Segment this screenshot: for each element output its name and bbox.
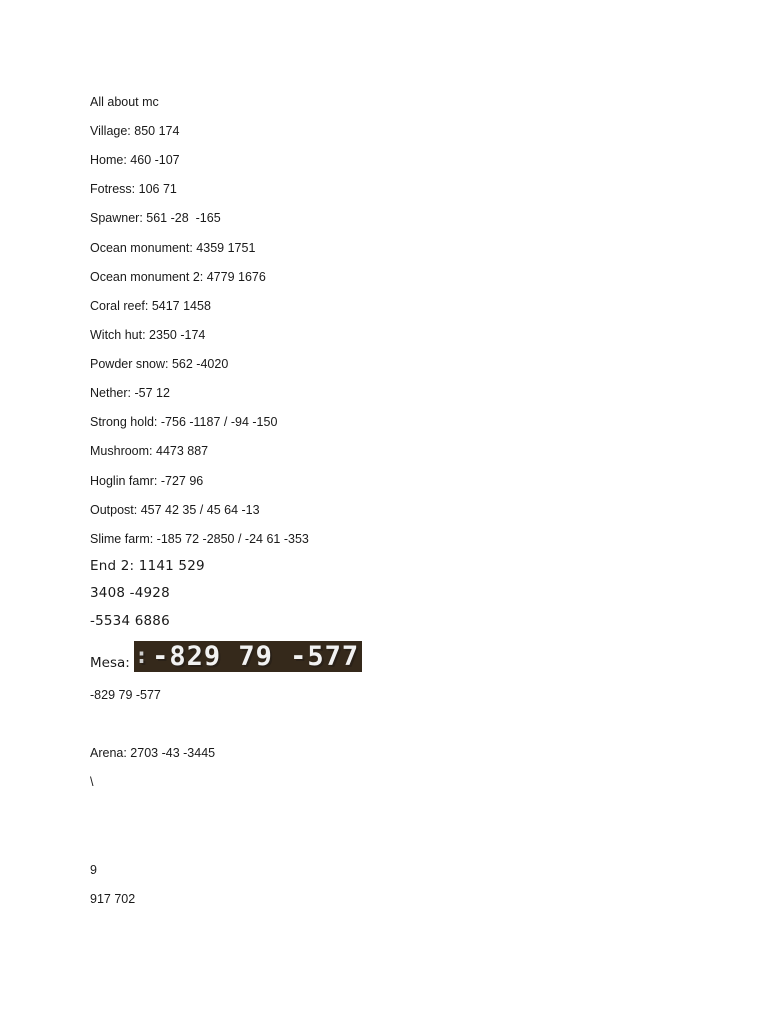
line-end-coords-1: 3408 -4928 [90,585,170,601]
line-end-coords-2: -5534 6886 [90,613,170,629]
screenshot-colon: : [134,644,150,669]
line-ocean-monument: Ocean monument: 4359 1751 [90,241,256,255]
line-end-2: End 2: 1141 529 [90,558,205,574]
mesa-coordinate-screenshot [134,641,362,672]
line-nine: 9 [90,863,97,877]
line-home: Home: 460 -107 [90,153,180,167]
line-ocean-monument-2: Ocean monument 2: 4779 1676 [90,270,266,284]
line-spawner: Spawner: 561 -28 -165 [90,211,221,225]
line-stronghold: Strong hold: -756 -1187 / -94 -150 [90,415,278,429]
line-hoglin-farm: Hoglin famr: -727 96 [90,474,204,488]
line-coral-reef: Coral reef: 5417 1458 [90,299,211,313]
line-backslash: \ [90,775,94,789]
mesa-label: Mesa: [90,655,130,671]
line-nether: Nether: -57 12 [90,386,170,400]
line-last: 917 702 [90,892,136,906]
screenshot-coords-text: -829 79 -577 [152,641,360,672]
line-village: Village: 850 174 [90,124,180,138]
line-mushroom: Mushroom: 4473 887 [90,444,209,458]
line-powder-snow: Powder snow: 562 -4020 [90,357,229,371]
line-arena: Arena: 2703 -43 -3445 [90,746,216,760]
line-outpost: Outpost: 457 42 35 / 45 64 -13 [90,503,260,517]
mesa-line [90,640,362,672]
line-fortress: Fotress: 106 71 [90,182,177,196]
document-title: All about mc [90,95,159,109]
line-slime-farm: Slime farm: -185 72 -2850 / -24 61 -353 [90,532,309,546]
line-mesa-coords: -829 79 -577 [90,688,161,702]
line-witch-hut: Witch hut: 2350 -174 [90,328,206,342]
